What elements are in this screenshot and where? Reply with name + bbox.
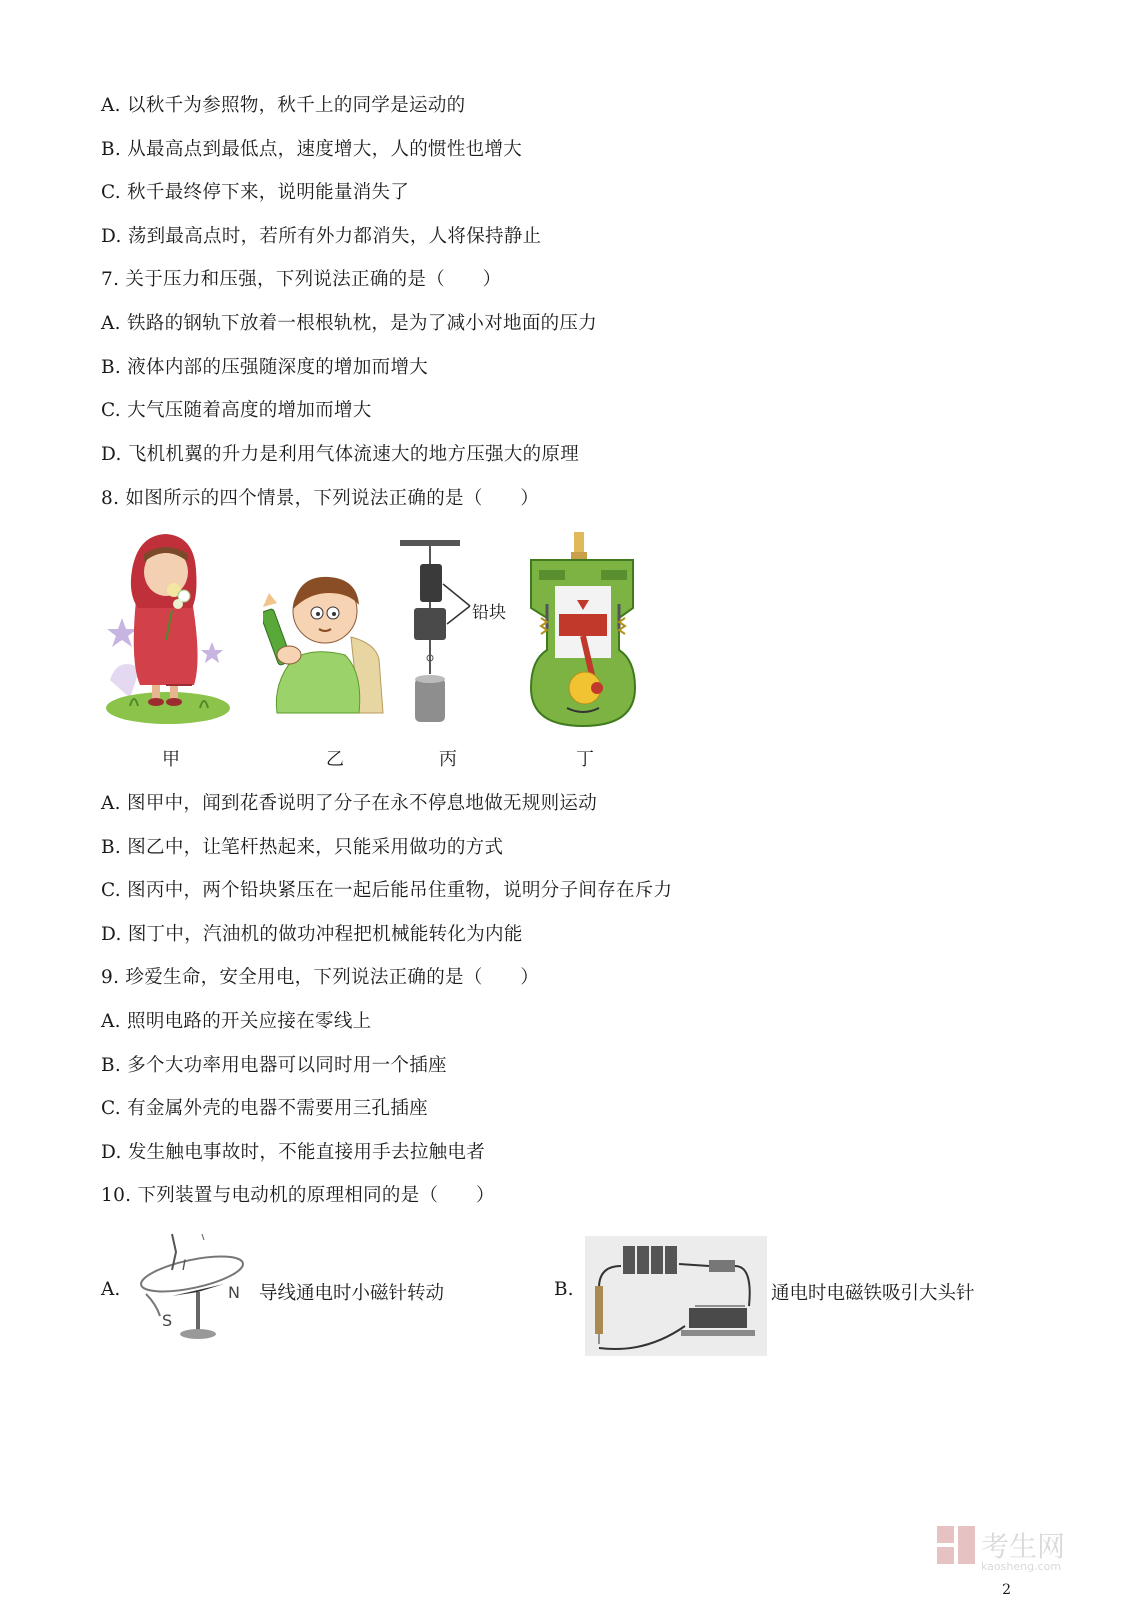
lead-block-label: 铅块 <box>472 603 506 623</box>
q10-option-b-letter: B. <box>554 1279 574 1300</box>
q6-option-c: C. 秋千最终停下来，说明能量消失了 <box>101 182 410 203</box>
q7-option-b: B. 液体内部的压强随深度的增加而增大 <box>101 357 429 378</box>
q10-option-b-electromagnet-figure <box>585 1236 767 1356</box>
current-label: I <box>182 1258 187 1274</box>
figure-jia-girl-smelling-flowers <box>100 530 235 725</box>
q7-option-d: D. 飞机机翼的升力是利用气体流速大的地方压强大的原理 <box>101 444 580 465</box>
q8-option-c: C. 图丙中，两个铅块紧压在一起后能吊住重物，说明分子间存在斥力 <box>101 880 673 901</box>
figure-label-jia: 甲 <box>162 749 180 770</box>
q9-option-a: A. 照明电路的开关应接在零线上 <box>101 1011 372 1032</box>
q8-option-b: B. 图乙中，让笔杆热起来，只能采用做功的方式 <box>101 837 504 858</box>
q9-option-b: B. 多个大功率用电器可以同时用一个插座 <box>101 1055 447 1076</box>
logo-square-icon <box>937 1526 954 1543</box>
q7-stem: 7. 关于压力和压强，下列说法正确的是（ ） <box>101 269 502 290</box>
figure-label-bing: 丙 <box>439 749 457 770</box>
q10-option-a-caption: 导线通电时小磁针转动 <box>259 1283 445 1304</box>
q10-option-a-letter: A. <box>101 1279 121 1300</box>
figure-label-yi: 乙 <box>326 749 344 770</box>
q9-option-d: D. 发生触电事故时，不能直接用手去拉触电者 <box>101 1142 486 1163</box>
pole-s-label: S <box>162 1311 173 1330</box>
q10-option-a-compass-figure <box>132 1230 252 1345</box>
q8-option-a: A. 图甲中，闻到花香说明了分子在永不停息地做无规则运动 <box>101 793 598 814</box>
q7-option-a: A. 铁路的钢轨下放着一根根轨枕，是为了减小对地面的压力 <box>101 313 598 334</box>
q10-option-b-caption: 通电时电磁铁吸引大头针 <box>771 1283 975 1304</box>
q7-option-c: C. 大气压随着高度的增加而增大 <box>101 400 372 421</box>
figure-label-ding: 丁 <box>576 749 594 770</box>
q9-option-c: C. 有金属外壳的电器不需要用三孔插座 <box>101 1098 428 1119</box>
watermark-url: kaosheng.com <box>981 1560 1062 1573</box>
q6-option-a: A. 以秋千为参照物，秋千上的同学是运动的 <box>101 95 466 116</box>
q10-stem: 10. 下列装置与电动机的原理相同的是（ ） <box>101 1185 495 1206</box>
figure-yi-boy-with-pencil <box>263 563 385 718</box>
q9-stem: 9. 珍爱生命，安全用电，下列说法正确的是（ ） <box>101 967 540 988</box>
figure-bing-lead-blocks <box>400 540 515 725</box>
figure-ding-gasoline-engine <box>525 530 640 730</box>
q6-option-d: D. 荡到最高点时，若所有外力都消失，人将保持静止 <box>101 226 542 247</box>
pole-n-label: N <box>228 1283 240 1302</box>
q8-stem: 8. 如图所示的四个情景，下列说法正确的是（ ） <box>101 488 540 509</box>
page-number: 2 <box>1002 1582 1011 1598</box>
q8-option-d: D. 图丁中，汽油机的做功冲程把机械能转化为内能 <box>101 924 523 945</box>
watermark-text: 考生网 <box>981 1530 1066 1563</box>
kaosheng-watermark <box>933 1522 1093 1578</box>
q6-option-b: B. 从最高点到最低点，速度增大，人的惯性也增大 <box>101 139 523 160</box>
